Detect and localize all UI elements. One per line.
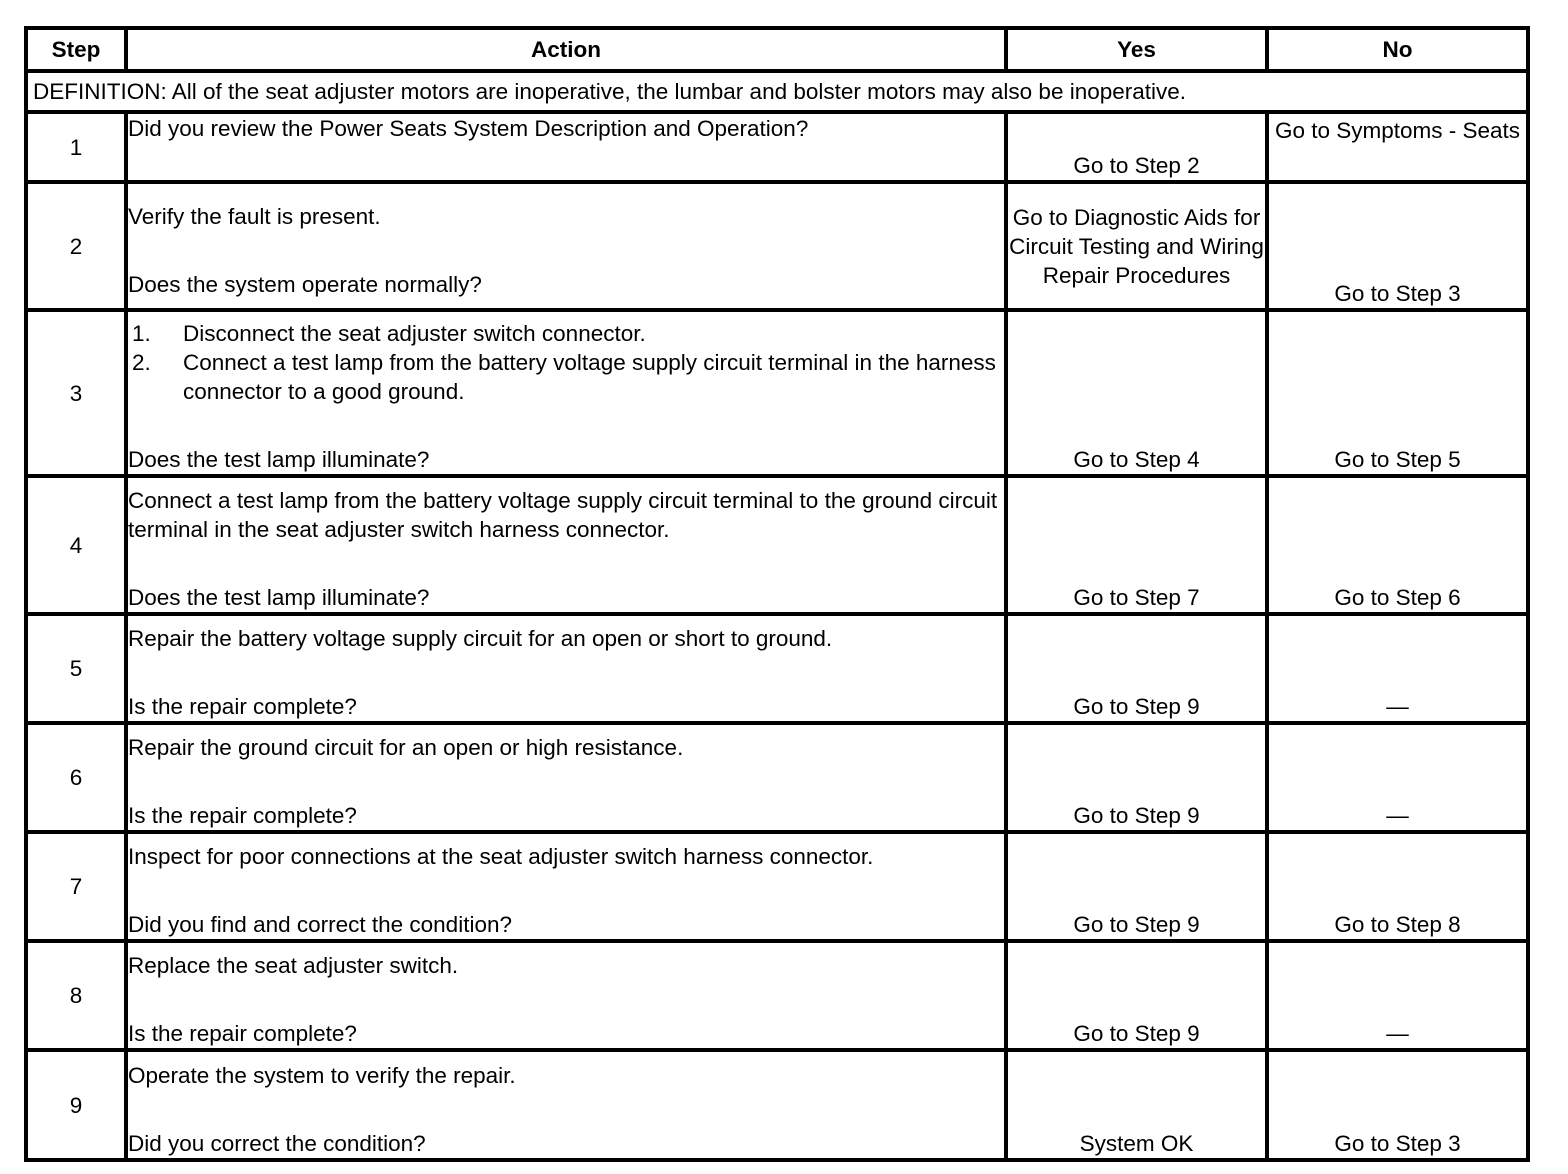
action-cell: [126, 310, 1006, 476]
action-cell: [126, 614, 1006, 723]
table-row: [26, 832, 1528, 941]
no-result: —: [1267, 941, 1528, 1050]
step-number: 4: [26, 476, 126, 614]
action-text: Verify the fault is present.: [128, 204, 381, 229]
step-number: 5: [26, 614, 126, 723]
step-number: 9: [26, 1050, 126, 1160]
action-question: Did you correct the condition?: [128, 1131, 426, 1156]
definition-text: DEFINITION: All of the seat adjuster motors are inoperative, the lumbar and bolster motors may also be inoperative.: [26, 71, 1528, 112]
yes-result: Go to Step 9: [1006, 723, 1267, 832]
yes-result: Go to Step 7: [1006, 476, 1267, 614]
table-row: [26, 476, 1528, 614]
action-text: Connect a test lamp from the battery voltage supply circuit terminal to the ground circuit terminal in the seat adjuster switch harness connector.: [128, 488, 998, 542]
action-question: Does the test lamp illuminate?: [128, 585, 430, 610]
yes-result: Go to Diagnostic Aids for Circuit Testing and Wiring Repair Procedures: [1006, 182, 1267, 310]
action-cell: [126, 723, 1006, 832]
table-row: [26, 1050, 1528, 1160]
step-number: 1: [26, 112, 126, 182]
definition-row: [26, 71, 1528, 112]
step-number: 7: [26, 832, 126, 941]
no-result: Go to Step 8: [1267, 832, 1528, 941]
action-steps-list: [58, 319, 1004, 406]
no-column-header: No: [1267, 28, 1528, 71]
no-result: —: [1267, 723, 1528, 832]
table-row: [26, 941, 1528, 1050]
action-cell: [126, 476, 1006, 614]
diagnostic-table: [24, 26, 1530, 1162]
action-question: Is the repair complete?: [128, 694, 357, 719]
action-column-header: Action: [126, 28, 1006, 71]
action-question: Does the system operate normally?: [128, 272, 482, 297]
yes-result: Go to Step 4: [1006, 310, 1267, 476]
action-text: Operate the system to verify the repair.: [128, 1063, 516, 1088]
step-number: 6: [26, 723, 126, 832]
table-row: [26, 182, 1528, 310]
table-row: [26, 723, 1528, 832]
yes-result: System OK: [1006, 1050, 1267, 1160]
yes-column-header: Yes: [1006, 28, 1267, 71]
header-row: [26, 28, 1528, 71]
yes-result: Go to Step 9: [1006, 832, 1267, 941]
action-question: Did you find and correct the condition?: [128, 912, 512, 937]
action-cell: [126, 941, 1006, 1050]
step-column-header: Step: [26, 28, 126, 71]
table-row: [26, 112, 1528, 182]
action-text: Inspect for poor connections at the seat adjuster switch harness connector.: [128, 844, 874, 869]
action-cell: [126, 112, 1006, 182]
yes-result: Go to Step 9: [1006, 614, 1267, 723]
yes-result: Go to Step 9: [1006, 941, 1267, 1050]
action-cell: [126, 1050, 1006, 1160]
no-result: Go to Step 3: [1267, 1050, 1528, 1160]
step-number: 2: [26, 182, 126, 310]
no-result: Go to Step 5: [1267, 310, 1528, 476]
table-row: [26, 614, 1528, 723]
action-text: Repair the ground circuit for an open or high resistance.: [128, 735, 684, 760]
action-question: Is the repair complete?: [128, 803, 357, 828]
action-cell: [126, 182, 1006, 310]
yes-result: Go to Step 2: [1006, 112, 1267, 182]
action-step-item: 2. Connect a test lamp from the battery voltage supply circuit terminal in the harness connector to a good ground.: [157, 348, 1004, 406]
no-result: —: [1267, 614, 1528, 723]
table-row: [26, 310, 1528, 476]
no-result: Go to Symptoms - Seats: [1267, 112, 1528, 182]
action-step-item: 1. Disconnect the seat adjuster switch connector.: [157, 319, 1004, 348]
no-result: Go to Step 3: [1267, 182, 1528, 310]
action-text: Replace the seat adjuster switch.: [128, 953, 459, 978]
step-number: 3: [26, 310, 126, 476]
action-text: Repair the battery voltage supply circuit for an open or short to ground.: [128, 626, 833, 651]
action-text: Did you review the Power Seats System Description and Operation?: [128, 116, 809, 141]
step-number: 8: [26, 941, 126, 1050]
no-result: Go to Step 6: [1267, 476, 1528, 614]
action-question: Is the repair complete?: [128, 1021, 357, 1046]
action-cell: [126, 832, 1006, 941]
action-question: Does the test lamp illuminate?: [128, 447, 430, 472]
